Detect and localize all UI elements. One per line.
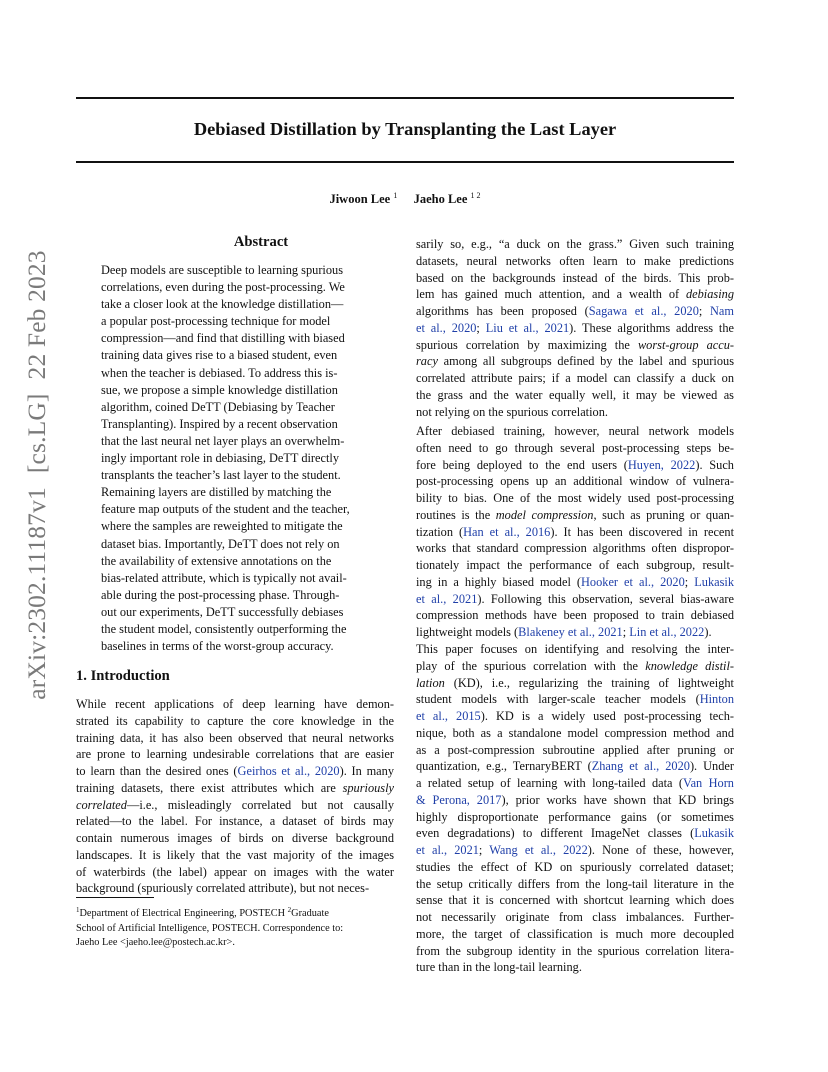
arxiv-id: arXiv:2302.11187v1 xyxy=(22,487,51,700)
text-run: datasets, neural networks often learn to make predictions xyxy=(416,253,734,268)
text-line xyxy=(416,574,734,591)
text-run: sue, we propose a simple knowledge distillation xyxy=(101,382,338,397)
text-line xyxy=(416,524,734,541)
footnote-correspondence: Jaeho Lee <jaeho.lee@postech.ac.kr>. xyxy=(76,937,235,948)
text-line xyxy=(101,296,369,313)
author-affiliation: 1 2 xyxy=(470,191,481,200)
citation-link[interactable]: Wang et al., 2022 xyxy=(489,843,588,857)
text-run: Remaining layers are distilled by matching the xyxy=(101,485,332,500)
text-line xyxy=(416,457,734,474)
text-line xyxy=(101,570,369,587)
text-run: —i.e., misleadingly correlated but not causally xyxy=(126,797,394,812)
text-run: transplants the teacher’s last layer to the student. xyxy=(101,468,341,483)
citation-link[interactable]: & Perona, 2017 xyxy=(416,792,502,807)
text-line xyxy=(416,809,734,826)
text-line xyxy=(416,909,734,926)
text-run: ingly important role in debiasing, DeTT directly xyxy=(101,451,340,466)
emphasis-text: correlated xyxy=(76,797,127,812)
text-line xyxy=(76,746,394,763)
text-run: ). These algorithms address the xyxy=(569,320,734,335)
text-line xyxy=(416,641,734,658)
text-line xyxy=(416,876,734,893)
text-line xyxy=(76,730,394,747)
footnote: $^1$Department of Electrical Engineering, POSTECH $^2$Graduate School of Artificial Intelligence, POSTECH. Correspondence to: Jaeho Lee <jaeho.lee@postech.ac.kr>. xyxy=(76,903,394,951)
text-run: ). None of these, however, xyxy=(587,843,734,857)
text-run: highly disproportionate performance gains (or sometimes xyxy=(416,809,734,824)
text-run: among all subgroups defined by the label and spurious xyxy=(437,354,734,369)
text-run: tionately impact the performance of each subgroup, result- xyxy=(416,558,734,572)
abstract-heading: Abstract xyxy=(233,234,289,250)
text-line xyxy=(76,797,394,814)
citation-link[interactable]: Huyen, 2022 xyxy=(627,457,696,472)
text-line xyxy=(101,262,369,279)
text-run: ; xyxy=(622,625,630,639)
text-line xyxy=(416,423,734,440)
text-run: ). xyxy=(704,625,712,639)
text-run: While recent applications of deep learning have demon- xyxy=(76,697,394,711)
text-line xyxy=(76,780,394,797)
footnote-rule xyxy=(76,897,154,898)
text-line xyxy=(101,347,369,364)
text-run: dataset bias. Importantly, DeTT does not rely on xyxy=(101,536,340,551)
text-line xyxy=(101,279,369,296)
text-line xyxy=(416,507,734,524)
text-run: ), prior works have shown that KD brings xyxy=(501,792,734,807)
text-run: correlated attribute pairs; if a model can classify a duck on xyxy=(416,371,734,385)
arxiv-date: 22 Feb 2023 xyxy=(22,250,51,380)
text-run: , such as pruning or quan- xyxy=(593,507,735,522)
text-run: ). Under xyxy=(689,759,734,774)
text-run: compression methods have been proposed to train debiased xyxy=(416,608,734,623)
text-run: tization ( xyxy=(416,524,464,539)
text-run: take a closer look at the knowledge distillation— xyxy=(101,297,344,312)
text-line xyxy=(416,675,734,692)
text-line xyxy=(416,387,734,404)
citation-link[interactable]: et al., 2015 xyxy=(416,709,481,723)
text-run: to learn than the desired ones ( xyxy=(76,764,238,778)
body-paragraph xyxy=(416,236,734,420)
text-run: often need to go through several post-processing steps be- xyxy=(416,440,734,455)
text-line xyxy=(416,926,734,943)
text-run: ing in a highly biased model ( xyxy=(416,574,582,589)
introduction-body xyxy=(76,696,394,897)
text-run: nique, both as a standalone model compression method and xyxy=(416,725,734,740)
text-line xyxy=(416,270,734,287)
emphasis-text: model compression xyxy=(495,507,594,522)
citation-link[interactable]: Lin et al., 2022 xyxy=(629,625,705,639)
text-run: ). Such xyxy=(695,457,734,472)
text-run: feature map outputs of the student and the teacher, xyxy=(101,502,350,517)
text-line xyxy=(416,775,734,792)
text-line xyxy=(416,404,734,421)
text-line xyxy=(416,286,734,303)
text-line xyxy=(416,691,734,708)
text-line xyxy=(416,959,734,976)
text-line xyxy=(416,842,734,859)
text-line xyxy=(101,621,369,638)
text-run: algorithms has been proposed ( xyxy=(416,304,589,318)
text-run: ture than in the long-tail learning. xyxy=(416,960,582,975)
text-line xyxy=(101,638,369,655)
citation-link[interactable]: Van Horn xyxy=(683,776,734,790)
body-paragraph xyxy=(416,641,734,976)
text-run: sarily so, e.g., “a duck on the grass.” Given such training xyxy=(416,237,734,251)
text-line xyxy=(101,365,369,382)
text-run: training data, it has also been observed that neural networks xyxy=(76,730,394,745)
text-run: student models with larger-scale teacher models ( xyxy=(416,692,700,707)
text-run: Deep models are susceptible to learning spurious xyxy=(101,263,344,277)
paper-title: Debiased Distillation by Transplanting the Last Layer xyxy=(193,119,617,139)
text-line xyxy=(416,758,734,775)
text-run: post-processing opens up an additional window of vulnera- xyxy=(416,474,734,489)
text-line xyxy=(101,313,369,330)
text-run: training datasets, there exist attributes which are xyxy=(76,780,343,795)
citation-link[interactable]: Blakeney et al., 2021 xyxy=(518,625,623,639)
text-line xyxy=(101,433,369,450)
arxiv-stamp xyxy=(22,250,52,699)
author-list xyxy=(76,191,734,207)
author-affiliation: 1 xyxy=(393,191,398,200)
text-run: background (spuriously correlated attribute), but not neces- xyxy=(76,881,370,896)
text-run: ; xyxy=(478,843,490,857)
citation-link[interactable]: Geirhos et al., 2020 xyxy=(237,764,340,778)
citation-link[interactable]: Nam xyxy=(710,304,735,318)
text-run: After debiased training, however, neural network models xyxy=(416,424,734,438)
text-run: the availability of extensive annotations on the xyxy=(101,553,332,568)
text-line xyxy=(416,591,734,608)
text-run: studies the effect of KD on spuriously correlated dataset; xyxy=(416,859,734,874)
text-run: able during the post-processing phase. Through- xyxy=(101,587,340,602)
text-line xyxy=(416,742,734,759)
text-line xyxy=(101,382,369,399)
emphasis-text: debiasing xyxy=(685,287,734,302)
text-run: ; xyxy=(698,304,711,318)
text-line xyxy=(101,467,369,484)
body-paragraph xyxy=(416,423,734,641)
text-run: out our experiments, DeTT successfully debiases xyxy=(101,604,344,619)
text-line xyxy=(101,604,369,621)
text-run: routines is the xyxy=(416,507,496,522)
text-line xyxy=(76,813,394,830)
text-line xyxy=(416,370,734,387)
text-run: more, the target of classification is much more decoupled xyxy=(416,926,734,941)
text-run: training data gives rise to a biased student, even xyxy=(101,348,338,363)
text-run: correlations, even during the post-processing. We xyxy=(101,280,345,295)
text-run: sense that it is concerned with shortcut learning which does xyxy=(416,893,734,908)
text-run: the setup critically differs from the long-tail literature in the xyxy=(416,876,734,891)
text-run: ; xyxy=(684,574,695,589)
text-line xyxy=(101,536,369,553)
text-line xyxy=(101,501,369,518)
text-line xyxy=(416,725,734,742)
text-run: works that standard compression algorithms often dispropor- xyxy=(416,541,734,556)
author-name: Jaeho Lee xyxy=(413,192,468,206)
text-line xyxy=(416,892,734,909)
text-line xyxy=(416,490,734,507)
text-line xyxy=(76,864,394,881)
text-run: ). KD is a widely used post-processing tech- xyxy=(480,709,734,723)
text-line xyxy=(416,473,734,490)
text-run: of waterbirds (the label) appear on images with the water xyxy=(76,864,394,879)
abstract-body xyxy=(101,262,369,655)
text-run: contain numerous images of birds on diverse background xyxy=(76,831,394,845)
text-line xyxy=(416,607,734,624)
title-rule-top xyxy=(76,97,734,99)
text-line xyxy=(416,658,734,675)
text-run: as a post-compression subroutine applied after pruning or xyxy=(416,742,734,757)
text-run: not necessarily originate from class imbalances. Further- xyxy=(416,910,734,924)
citation-link[interactable]: Hinton xyxy=(699,692,734,707)
text-line xyxy=(416,859,734,876)
text-run: landscapes. It is likely that the vast majority of the images xyxy=(76,847,394,862)
text-run: ; xyxy=(476,320,486,335)
footnote-line: School of Artificial Intelligence, POSTECH. Correspondence to: xyxy=(76,922,344,934)
text-line xyxy=(416,624,734,641)
citation-link[interactable]: et al., 2021 xyxy=(416,843,479,857)
text-run: the grass and the water equally well, it may be viewed as xyxy=(416,387,734,402)
emphasis-text: lation xyxy=(416,675,445,690)
text-run: the student model, consistently outperforming the xyxy=(101,621,347,636)
author-name: Jiwoon Lee xyxy=(329,192,391,206)
text-run: ). Following this observation, several bias-aware xyxy=(477,591,734,606)
text-run: ). In many xyxy=(339,764,394,778)
text-line xyxy=(101,399,369,416)
text-line xyxy=(76,696,394,713)
text-line xyxy=(416,540,734,557)
citation-link[interactable]: et al., 2020 xyxy=(416,320,477,335)
text-run: based on the backgrounds instead of the birds. This prob- xyxy=(416,270,734,285)
text-line xyxy=(416,708,734,725)
text-run: Transplanting). Inspired by a recent observation xyxy=(101,416,338,431)
text-line xyxy=(416,943,734,960)
citation-link[interactable]: Han et al., 2016 xyxy=(463,524,551,539)
citation-link[interactable]: Lukasik xyxy=(694,826,734,841)
text-run: bility to bias. One of the most widely used post-processing xyxy=(416,491,734,505)
text-run: ). It has been discovered in recent xyxy=(550,524,734,539)
text-run: compression—and find that distilling with biased xyxy=(101,331,345,346)
text-run: This paper focuses on identifying and resolving the inter- xyxy=(416,642,734,656)
text-line xyxy=(76,763,394,780)
text-line xyxy=(416,337,734,354)
arxiv-category: [cs.LG] xyxy=(22,393,51,474)
text-run: a popular post-processing technique for model xyxy=(101,314,331,329)
text-run: where the samples are reweighted to mitigate the xyxy=(101,519,343,534)
text-run: fore being deployed to the end users ( xyxy=(416,457,628,472)
text-line xyxy=(101,416,369,433)
emphasis-text: racy xyxy=(416,354,438,369)
citation-link[interactable]: Zhang et al., 2020 xyxy=(591,759,690,774)
text-line xyxy=(416,320,734,337)
footnote-affiliation-1: Department of Electrical Engineering, POSTECH xyxy=(79,908,286,919)
text-run: even degradations) to different ImageNet classes ( xyxy=(416,826,695,841)
text-line xyxy=(76,847,394,864)
text-line xyxy=(416,792,734,809)
text-run: quantization, e.g., TernaryBERT ( xyxy=(416,759,592,774)
text-run: are prone to learning undesirable correlations that are easier xyxy=(76,747,394,762)
text-line xyxy=(101,587,369,604)
text-line xyxy=(76,880,394,897)
text-line xyxy=(416,236,734,253)
text-run: strated its capability to capture the core knowledge in the xyxy=(76,713,394,728)
citation-link[interactable]: Lukasik xyxy=(694,574,735,589)
text-line xyxy=(416,557,734,574)
text-line xyxy=(101,553,369,570)
emphasis-text: spuriously xyxy=(342,780,394,795)
text-line xyxy=(101,330,369,347)
citation-link[interactable]: Liu et al., 2021 xyxy=(485,320,570,335)
text-run: a related setup of learning with long-tailed data ( xyxy=(416,776,684,790)
footnote-affiliation-2: Graduate xyxy=(291,908,329,919)
emphasis-text: knowledge distil- xyxy=(645,658,734,673)
text-run: baselines in terms of the worst-group accuracy. xyxy=(101,639,334,654)
text-line xyxy=(416,353,734,370)
text-line xyxy=(416,440,734,457)
text-run: (KD), i.e., regularizing the training of lightweight xyxy=(444,675,734,690)
section-heading: 1. Introduction xyxy=(76,668,170,684)
text-line xyxy=(101,518,369,535)
text-line xyxy=(76,830,394,847)
citation-link[interactable]: Hooker et al., 2020 xyxy=(581,574,685,589)
text-line xyxy=(101,484,369,501)
text-run: spurious correlation by maximizing the xyxy=(416,337,638,352)
text-line xyxy=(416,303,734,320)
text-run: related—to the label. For instance, a dataset of birds may xyxy=(76,814,394,829)
citation-link[interactable]: et al., 2021 xyxy=(416,591,478,606)
text-run: lightweight models ( xyxy=(416,625,519,639)
text-run: that the last neural net layer plays an overwhelm- xyxy=(101,433,345,448)
text-run: bias-related attribute, which is typically not avail- xyxy=(101,570,347,585)
text-line xyxy=(416,825,734,842)
emphasis-text: worst-group accu- xyxy=(637,337,734,352)
title-rule-bottom xyxy=(76,161,734,163)
text-run: when the teacher is debiased. To address this is- xyxy=(101,365,338,380)
text-line xyxy=(101,450,369,467)
text-run: algorithm, coined DeTT (Debiasing by Teacher xyxy=(101,399,335,414)
text-line xyxy=(76,713,394,730)
text-run: lem has gained much attention, and a wealth of xyxy=(416,287,686,302)
text-line xyxy=(416,253,734,270)
text-run: from the subgroup identity in the spurious correlation litera- xyxy=(416,943,734,958)
text-run: play of the spurious correlation with the xyxy=(416,658,646,673)
citation-link[interactable]: Sagawa et al., 2020 xyxy=(588,304,699,318)
text-run: not relying on the spurious correlation. xyxy=(416,404,608,419)
